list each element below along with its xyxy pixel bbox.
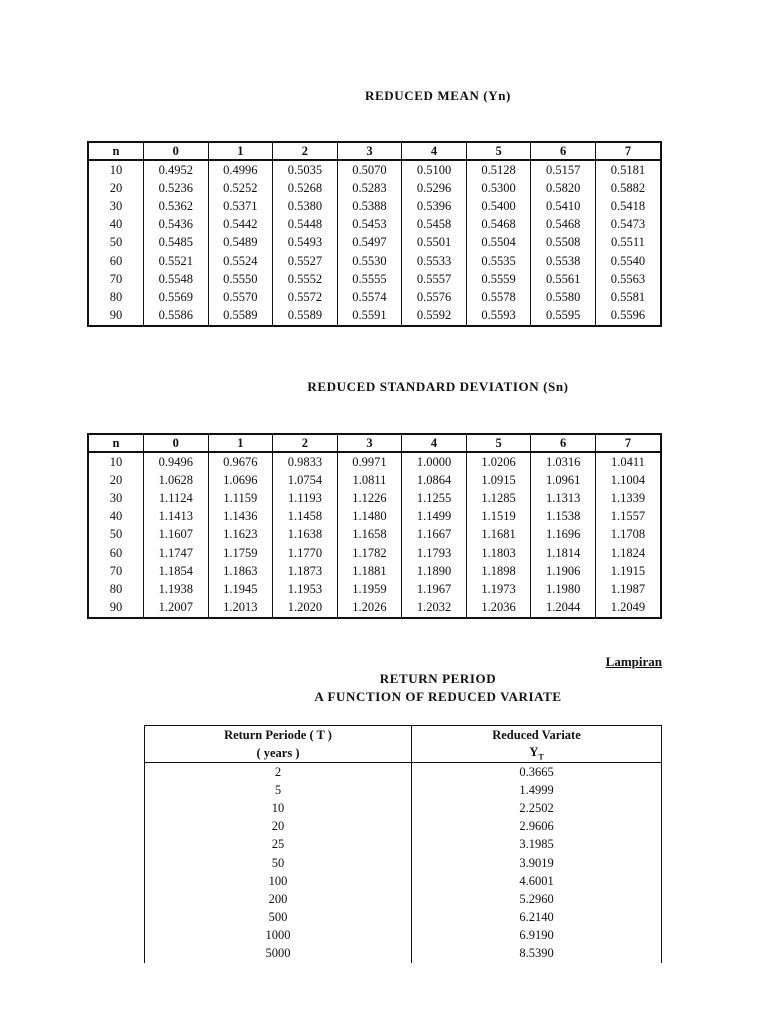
table-cell: 1.0316 [531, 452, 596, 471]
table-cell: 70 [88, 562, 144, 580]
header-col-8: 7 [595, 434, 661, 452]
table-cell: 0.5504 [466, 234, 531, 252]
table-cell: 1.1124 [144, 489, 209, 507]
reduced-variate-cell: 3.1985 [412, 836, 662, 854]
table-cell: 1.1873 [273, 562, 338, 580]
table-row [88, 234, 661, 252]
table-row [88, 216, 661, 234]
table-cell: 0.4996 [208, 160, 273, 179]
col-yt-symbol [412, 744, 662, 763]
table-cell: 1.0696 [208, 471, 273, 489]
table-cell: 1.0811 [337, 471, 402, 489]
table-row [145, 818, 662, 836]
reduced-variate-cell: 0.3665 [412, 763, 662, 782]
table-row [145, 945, 662, 963]
table-cell: 0.5157 [531, 160, 596, 179]
table-cell: 10 [88, 160, 144, 179]
table-cell: 1.0754 [273, 471, 338, 489]
table-cell: 0.5591 [337, 307, 402, 326]
table-cell: 0.5581 [595, 288, 661, 306]
table-cell: 0.5595 [531, 307, 596, 326]
reduced-variate-cell: 2.2502 [412, 799, 662, 817]
table-cell: 1.0000 [402, 452, 467, 471]
table-row [88, 160, 661, 179]
table-cell: 1.1890 [402, 562, 467, 580]
col-return-period-header: Return Periode ( T ) [145, 726, 412, 745]
table-cell: 20 [88, 471, 144, 489]
table-cell: 1.1413 [144, 508, 209, 526]
table-row [145, 799, 662, 817]
table-cell: 0.5882 [595, 179, 661, 197]
table-row [88, 508, 661, 526]
col-years-unit: ( years ) [145, 744, 412, 763]
table-cell: 60 [88, 544, 144, 562]
table-cell: 1.1906 [531, 562, 596, 580]
header-col-7: 6 [531, 142, 596, 160]
table-cell: 0.5820 [531, 179, 596, 197]
table-cell: 0.5521 [144, 252, 209, 270]
reduced-mean-table [87, 141, 662, 327]
table-cell: 1.1980 [531, 580, 596, 598]
table-cell: 90 [88, 599, 144, 618]
table-cell: 1.0411 [595, 452, 661, 471]
header-col-7: 6 [531, 434, 596, 452]
table-cell: 0.5570 [208, 288, 273, 306]
table-header-row [88, 434, 661, 452]
table-cell: 0.5410 [531, 197, 596, 215]
header-col-8: 7 [595, 142, 661, 160]
table-cell: 0.5563 [595, 270, 661, 288]
table-cell: 0.5100 [402, 160, 467, 179]
table-cell: 1.2036 [466, 599, 531, 618]
reduced-variate-cell: 2.9606 [412, 818, 662, 836]
table-cell: 0.5569 [144, 288, 209, 306]
header-col-4: 3 [337, 142, 402, 160]
table-cell: 1.1159 [208, 489, 273, 507]
table-row [145, 927, 662, 945]
table-cell: 0.5485 [144, 234, 209, 252]
table-cell: 0.5236 [144, 179, 209, 197]
table-cell: 0.5530 [337, 252, 402, 270]
table-cell: 0.5418 [595, 197, 661, 215]
table-cell: 1.2049 [595, 599, 661, 618]
return-period-cell: 5000 [145, 945, 412, 963]
table-cell: 1.1696 [531, 526, 596, 544]
header-n: n [88, 142, 144, 160]
table-row [145, 909, 662, 927]
table-cell: 0.9971 [337, 452, 402, 471]
table-cell: 1.2020 [273, 599, 338, 618]
table-row [88, 307, 661, 326]
table-cell: 0.5559 [466, 270, 531, 288]
table-cell: 30 [88, 489, 144, 507]
table-cell: 1.0206 [466, 452, 531, 471]
reduced-variate-cell: 5.2960 [412, 890, 662, 908]
table-row [88, 197, 661, 215]
table-header-row [88, 142, 661, 160]
table-cell: 1.1538 [531, 508, 596, 526]
table-cell: 1.1945 [208, 580, 273, 598]
header-col-2: 1 [208, 434, 273, 452]
table-cell: 1.1915 [595, 562, 661, 580]
table-cell: 1.2044 [531, 599, 596, 618]
return-period-cell: 2 [145, 763, 412, 782]
table-cell: 0.5561 [531, 270, 596, 288]
table-cell: 1.1681 [466, 526, 531, 544]
table-row [145, 763, 662, 782]
table-cell: 0.5380 [273, 197, 338, 215]
table-cell: 0.5592 [402, 307, 467, 326]
return-period-cell: 25 [145, 836, 412, 854]
table-cell: 1.1285 [466, 489, 531, 507]
reduced-variate-cell: 4.6001 [412, 872, 662, 890]
yt-subscript: T [538, 752, 544, 762]
table-row [88, 452, 661, 471]
return-period-cell: 100 [145, 872, 412, 890]
lampiran-label: Lampiran [605, 654, 662, 669]
table-cell: 1.1519 [466, 508, 531, 526]
table-cell: 1.0628 [144, 471, 209, 489]
table-cell: 0.5596 [595, 307, 661, 326]
reduced-variate-cell: 3.9019 [412, 854, 662, 872]
header-col-3: 2 [273, 142, 338, 160]
table-row [88, 526, 661, 544]
table-cell: 0.5578 [466, 288, 531, 306]
table-cell: 0.5283 [337, 179, 402, 197]
table-cell: 1.1667 [402, 526, 467, 544]
return-period-cell: 200 [145, 890, 412, 908]
header-col-4: 3 [337, 434, 402, 452]
return-period-subtitle: A FUNCTION OF REDUCED VARIATE [314, 689, 562, 704]
table-cell: 1.1313 [531, 489, 596, 507]
table-cell: 0.5493 [273, 234, 338, 252]
table-cell: 1.1863 [208, 562, 273, 580]
table-row [145, 836, 662, 854]
header-col-5: 4 [402, 434, 467, 452]
table-cell: 1.2026 [337, 599, 402, 618]
table-cell: 30 [88, 197, 144, 215]
header-col-3: 2 [273, 434, 338, 452]
reduced-variate-cell: 8.5390 [412, 945, 662, 963]
table-cell: 0.5557 [402, 270, 467, 288]
table-cell: 0.4952 [144, 160, 209, 179]
return-period-cell: 5 [145, 781, 412, 799]
table-cell: 20 [88, 179, 144, 197]
table-cell: 1.1638 [273, 526, 338, 544]
table-cell: 0.5070 [337, 160, 402, 179]
table-row [88, 471, 661, 489]
table-cell: 0.5574 [337, 288, 402, 306]
table-row [145, 854, 662, 872]
table-cell: 1.1881 [337, 562, 402, 580]
return-period-cell: 50 [145, 854, 412, 872]
table-cell: 1.1607 [144, 526, 209, 544]
table-cell: 0.5497 [337, 234, 402, 252]
table-cell: 1.1436 [208, 508, 273, 526]
table-cell: 0.5252 [208, 179, 273, 197]
table-cell: 1.1255 [402, 489, 467, 507]
table-cell: 1.0961 [531, 471, 596, 489]
table-cell: 0.5535 [466, 252, 531, 270]
table-cell: 0.5268 [273, 179, 338, 197]
table-header-row [145, 744, 662, 763]
table-cell: 0.5572 [273, 288, 338, 306]
table-cell: 1.1339 [595, 489, 661, 507]
col-reduced-variate-header: Reduced Variate [412, 726, 662, 745]
reduced-variate-cell: 6.2140 [412, 909, 662, 927]
table-cell: 0.5400 [466, 197, 531, 215]
table-cell: 0.5511 [595, 234, 661, 252]
table-cell: 0.5458 [402, 216, 467, 234]
table-row [88, 580, 661, 598]
header-col-6: 5 [466, 434, 531, 452]
table-cell: 1.1803 [466, 544, 531, 562]
table-cell: 1.1747 [144, 544, 209, 562]
table-cell: 0.5468 [531, 216, 596, 234]
table-cell: 10 [88, 452, 144, 471]
table-row [88, 489, 661, 507]
return-period-cell: 1000 [145, 927, 412, 945]
header-n: n [88, 434, 144, 452]
table-cell: 1.1759 [208, 544, 273, 562]
table-cell: 0.5296 [402, 179, 467, 197]
reduced-variate-cell: 1.4999 [412, 781, 662, 799]
table-cell: 0.5589 [273, 307, 338, 326]
return-period-cell: 10 [145, 799, 412, 817]
table-cell: 0.5442 [208, 216, 273, 234]
table-cell: 0.9676 [208, 452, 273, 471]
table-row [88, 562, 661, 580]
table-cell: 0.5580 [531, 288, 596, 306]
table-cell: 1.1938 [144, 580, 209, 598]
header-col-2: 1 [208, 142, 273, 160]
table-cell: 0.5436 [144, 216, 209, 234]
table-cell: 1.1967 [402, 580, 467, 598]
table-cell: 0.5589 [208, 307, 273, 326]
reduced-std-dev-table [87, 433, 662, 619]
table-cell: 1.1854 [144, 562, 209, 580]
table-cell: 1.1814 [531, 544, 596, 562]
table-cell: 0.5489 [208, 234, 273, 252]
table-row [145, 781, 662, 799]
table-cell: 1.1708 [595, 526, 661, 544]
table-cell: 1.1004 [595, 471, 661, 489]
table-cell: 1.1658 [337, 526, 402, 544]
reduced-variate-cell: 6.9190 [412, 927, 662, 945]
table-row [88, 544, 661, 562]
table-cell: 0.5548 [144, 270, 209, 288]
table-cell: 1.1824 [595, 544, 661, 562]
table-cell: 1.1987 [595, 580, 661, 598]
table-cell: 1.1953 [273, 580, 338, 598]
table-cell: 0.5508 [531, 234, 596, 252]
table-cell: 0.9833 [273, 452, 338, 471]
table-cell: 0.5362 [144, 197, 209, 215]
table-cell: 90 [88, 307, 144, 326]
table-cell: 70 [88, 270, 144, 288]
table-row [88, 270, 661, 288]
table-cell: 0.5540 [595, 252, 661, 270]
table-cell: 50 [88, 234, 144, 252]
header-col-1: 0 [144, 142, 209, 160]
table-cell: 0.5576 [402, 288, 467, 306]
table-cell: 60 [88, 252, 144, 270]
table-cell: 0.5468 [466, 216, 531, 234]
table-cell: 1.1793 [402, 544, 467, 562]
table-cell: 0.5586 [144, 307, 209, 326]
table-cell: 0.5538 [531, 252, 596, 270]
table-cell: 0.5473 [595, 216, 661, 234]
table-cell: 0.5128 [466, 160, 531, 179]
table-row [88, 288, 661, 306]
table-cell: 0.5448 [273, 216, 338, 234]
table-cell: 1.1193 [273, 489, 338, 507]
table-row [88, 599, 661, 618]
table-cell: 40 [88, 508, 144, 526]
table-cell: 0.5527 [273, 252, 338, 270]
table-cell: 1.1226 [337, 489, 402, 507]
table-cell: 0.5533 [402, 252, 467, 270]
table-cell: 1.1898 [466, 562, 531, 580]
table-cell: 0.5453 [337, 216, 402, 234]
table-cell: 1.2007 [144, 599, 209, 618]
table-cell: 0.5524 [208, 252, 273, 270]
table-cell: 0.5035 [273, 160, 338, 179]
table-cell: 1.0915 [466, 471, 531, 489]
table-cell: 0.5181 [595, 160, 661, 179]
table-cell: 80 [88, 580, 144, 598]
table-cell: 1.1480 [337, 508, 402, 526]
header-col-1: 0 [144, 434, 209, 452]
table-row [145, 872, 662, 890]
reduced-std-dev-title: REDUCED STANDARD DEVIATION (Sn) [307, 379, 569, 394]
table-cell: 40 [88, 216, 144, 234]
table-cell: 1.2032 [402, 599, 467, 618]
table-cell: 0.5550 [208, 270, 273, 288]
return-period-table [144, 725, 662, 963]
table-cell: 80 [88, 288, 144, 306]
header-col-6: 5 [466, 142, 531, 160]
table-cell: 1.0864 [402, 471, 467, 489]
return-period-cell: 500 [145, 909, 412, 927]
reduced-mean-title: REDUCED MEAN (Yn) [365, 88, 511, 103]
table-cell: 1.1782 [337, 544, 402, 562]
table-cell: 1.1770 [273, 544, 338, 562]
table-row [88, 252, 661, 270]
table-cell: 50 [88, 526, 144, 544]
header-col-5: 4 [402, 142, 467, 160]
table-cell: 0.5300 [466, 179, 531, 197]
table-row [88, 179, 661, 197]
table-row [145, 890, 662, 908]
table-cell: 0.9496 [144, 452, 209, 471]
table-cell: 0.5555 [337, 270, 402, 288]
table-cell: 0.5501 [402, 234, 467, 252]
table-cell: 0.5371 [208, 197, 273, 215]
table-cell: 1.2013 [208, 599, 273, 618]
table-cell: 0.5388 [337, 197, 402, 215]
return-period-title: RETURN PERIOD [379, 671, 497, 686]
return-period-cell: 20 [145, 818, 412, 836]
table-cell: 0.5593 [466, 307, 531, 326]
table-cell: 1.1973 [466, 580, 531, 598]
table-cell: 1.1557 [595, 508, 661, 526]
table-cell: 1.1458 [273, 508, 338, 526]
table-header-row [145, 726, 662, 745]
table-cell: 0.5552 [273, 270, 338, 288]
table-cell: 0.5396 [402, 197, 467, 215]
table-cell: 1.1623 [208, 526, 273, 544]
table-cell: 1.1499 [402, 508, 467, 526]
yt-symbol: Y [529, 744, 539, 759]
table-cell: 1.1959 [337, 580, 402, 598]
